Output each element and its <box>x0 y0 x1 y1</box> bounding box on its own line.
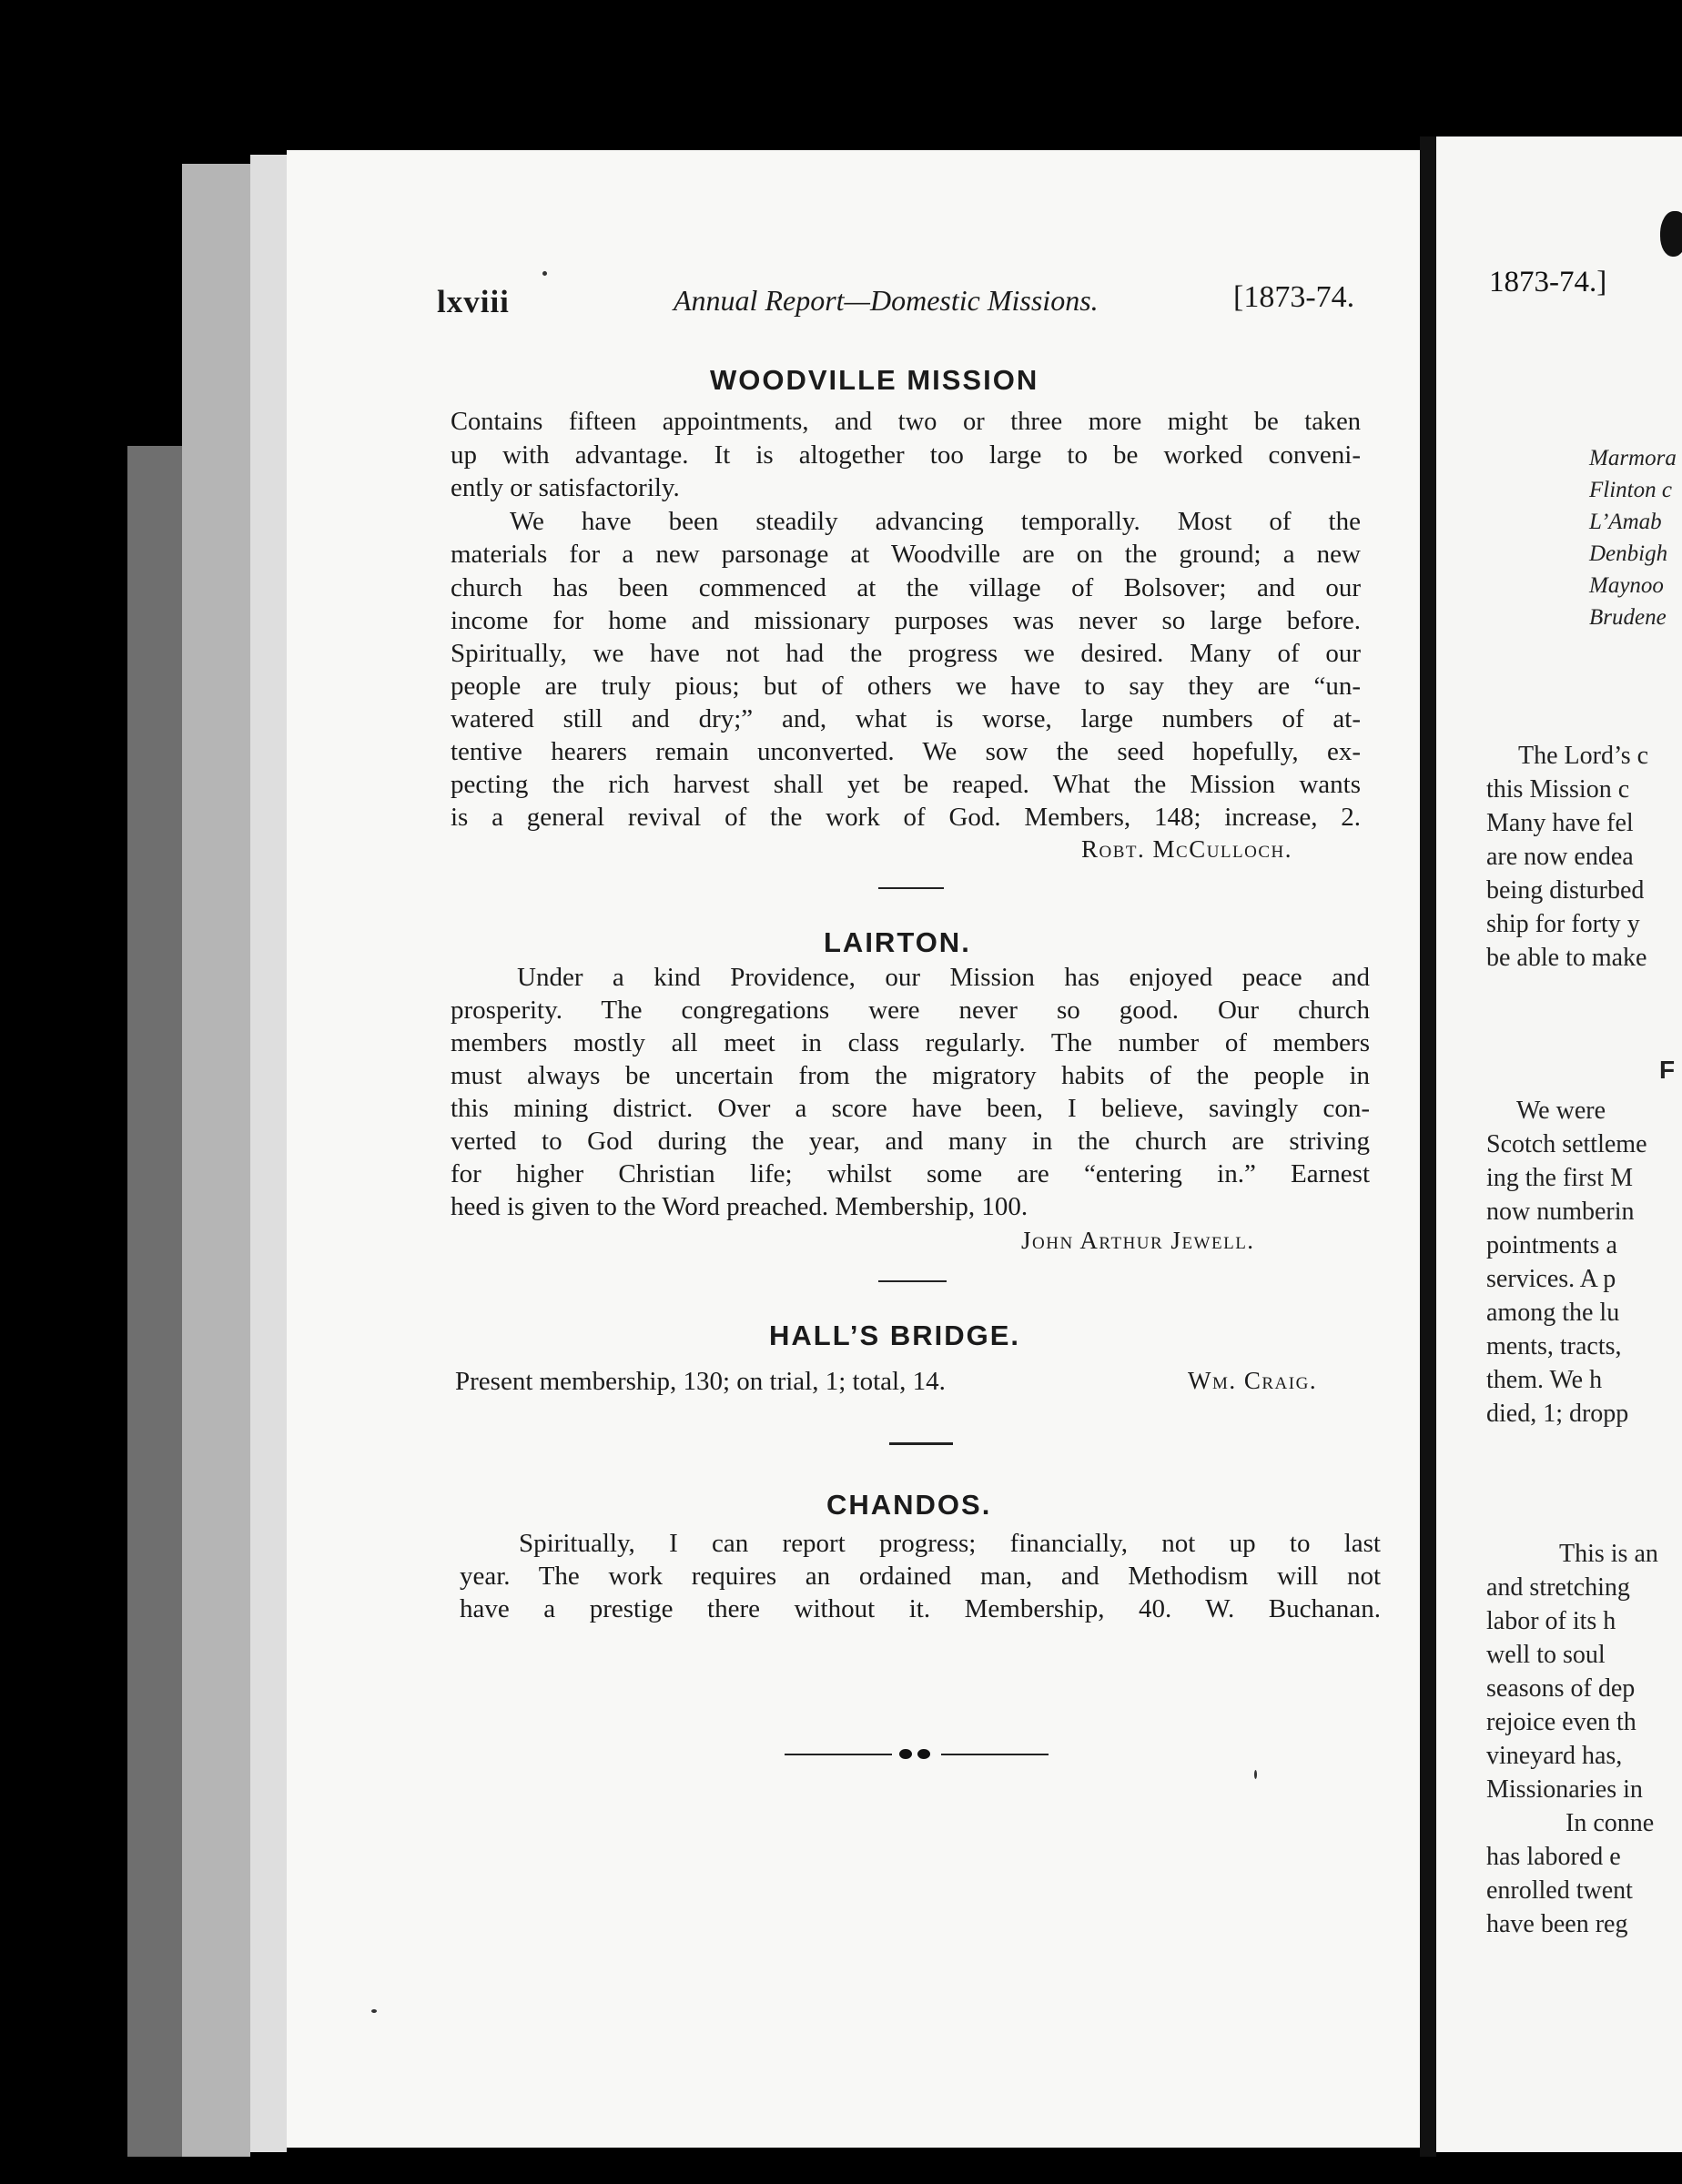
facing-line: ing the first M <box>1486 1164 1633 1192</box>
facing-line: This is an <box>1559 1540 1658 1568</box>
right-page <box>1436 136 1682 2152</box>
scan-speck <box>1254 1770 1257 1779</box>
facing-line: We were <box>1516 1097 1606 1125</box>
facing-line: died, 1; dropp <box>1486 1400 1629 1428</box>
halls-bridge-membership: Present membership, 130; on trial, 1; total, 14. <box>455 1367 946 1396</box>
body-line: Under a kind Providence, our Mission has enjoyed peace and <box>517 963 1370 992</box>
section-divider <box>889 1442 953 1445</box>
facing-heading-fragment: F <box>1659 1056 1676 1084</box>
ink-blot <box>1660 211 1682 257</box>
facing-page-year: 1873-74.] <box>1489 266 1607 298</box>
book-edge-dark <box>127 446 182 2157</box>
facing-list-item: Brudene <box>1589 605 1667 630</box>
facing-list-item: Denbigh <box>1589 541 1668 566</box>
facing-list-item: Marmora <box>1589 446 1677 470</box>
facing-line: now numberin <box>1486 1198 1635 1226</box>
body-line: up with advantage. It is altogether too large to be worked conveni- <box>451 440 1361 470</box>
body-line: for higher Christian life; whilst some are “entering in.” Earnest <box>451 1159 1370 1188</box>
section-heading-chandos: CHANDOS. <box>826 1489 992 1521</box>
facing-list-item: Flinton c <box>1589 478 1672 502</box>
body-line: have a prestige there without it. Membership, 40. W. Buchanan. <box>460 1594 1381 1623</box>
signature-halls-bridge: Wm. Craig. <box>1188 1367 1318 1394</box>
facing-line: The Lord’s c <box>1518 742 1649 770</box>
body-line: tentive hearers remain unconverted. We sow the seed hopefully, ex- <box>451 737 1361 766</box>
page-number: lxviii <box>437 284 510 319</box>
facing-line: them. We h <box>1486 1366 1603 1394</box>
facing-line: and stretching <box>1486 1573 1630 1602</box>
body-line: prosperity. The congregations were never so good. Our church <box>451 996 1370 1025</box>
body-line: Contains fifteen appointments, and two or three more might be taken <box>451 408 1361 436</box>
signature-woodville: Robt. McCulloch. <box>1081 835 1292 863</box>
section-divider <box>878 887 944 889</box>
facing-list-item: Maynoo <box>1589 573 1664 598</box>
body-line: must always be uncertain from the migratory habits of the people in <box>451 1061 1370 1090</box>
facing-line: rejoice even th <box>1486 1708 1636 1736</box>
facing-list-item: L’Amab <box>1589 510 1662 534</box>
facing-line: In conne <box>1565 1809 1655 1837</box>
facing-line: are now endea <box>1486 843 1634 871</box>
facing-line: Missionaries in <box>1486 1775 1643 1804</box>
body-line: is a general revival of the work of God. Members, 148; increase, 2. <box>451 803 1361 832</box>
body-line: We have been steadily advancing temporally. Most of the <box>510 507 1361 536</box>
body-line: watered still and dry;” and, what is worse, large numbers of at- <box>451 704 1361 733</box>
facing-line: ments, tracts, <box>1486 1332 1622 1360</box>
body-line: Spiritually, we have not had the progress we desired. Many of our <box>451 639 1361 668</box>
body-line: ently or satisfactorily. <box>451 473 680 502</box>
closing-ornament <box>785 1745 1049 1764</box>
body-line: church has been commenced at the village of Bolsover; and our <box>451 573 1361 602</box>
running-year: [1873-74. <box>1233 280 1355 314</box>
running-title: Annual Report—Domestic Missions. <box>674 284 1099 317</box>
facing-line: has labored e <box>1486 1843 1621 1871</box>
body-line: year. The work requires an ordained man, and Methodism will not <box>460 1562 1381 1591</box>
facing-line: being disturbed <box>1486 876 1645 905</box>
body-line: materials for a new parsonage at Woodville are on the ground; a new <box>451 540 1361 569</box>
facing-line: this Mission c <box>1486 775 1630 804</box>
body-line: income for home and missionary purposes was never so large before. <box>451 606 1361 635</box>
body-line: Spiritually, I can report progress; financially, not up to last <box>519 1529 1381 1558</box>
facing-line: well to soul <box>1486 1641 1606 1669</box>
body-line: heed is given to the Word preached. Membership, 100. <box>451 1192 1028 1221</box>
facing-line: among the lu <box>1486 1299 1620 1327</box>
signature-lairton: John Arthur Jewell. <box>1021 1227 1255 1254</box>
facing-line: seasons of dep <box>1486 1674 1636 1703</box>
facing-line: labor of its h <box>1486 1607 1616 1635</box>
section-divider <box>878 1280 947 1282</box>
section-heading-woodville: WOODVILLE MISSION <box>710 364 1039 396</box>
facing-line: enrolled twent <box>1486 1876 1633 1905</box>
scan-speck <box>371 2009 377 2013</box>
facing-line: services. A p <box>1486 1265 1616 1293</box>
book-edge-pages <box>182 164 250 2157</box>
body-line: verted to God during the year, and many in the church are striving <box>451 1127 1370 1156</box>
facing-line: pointments a <box>1486 1231 1617 1259</box>
body-line: pecting the rich harvest shall yet be reaped. What the Mission wants <box>451 770 1361 799</box>
body-line: members mostly all meet in class regularly. The number of members <box>451 1028 1370 1057</box>
book-gutter <box>1420 136 1436 2157</box>
facing-line: vineyard has, <box>1486 1742 1623 1770</box>
facing-line: Scotch settleme <box>1486 1130 1647 1158</box>
scan-speck <box>542 271 547 276</box>
section-heading-halls-bridge: HALL’S BRIDGE. <box>769 1320 1021 1351</box>
book-edge-light <box>250 155 287 2152</box>
section-heading-lairton: LAIRTON. <box>824 926 971 958</box>
facing-line: ship for forty y <box>1486 910 1640 938</box>
facing-line: Many have fel <box>1486 809 1634 837</box>
body-line: this mining district. Over a score have been, I believe, savingly con- <box>451 1094 1370 1123</box>
facing-line: have been reg <box>1486 1910 1628 1938</box>
facing-line: be able to make <box>1486 944 1647 972</box>
body-line: people are truly pious; but of others we have to say they are “un- <box>451 672 1361 701</box>
